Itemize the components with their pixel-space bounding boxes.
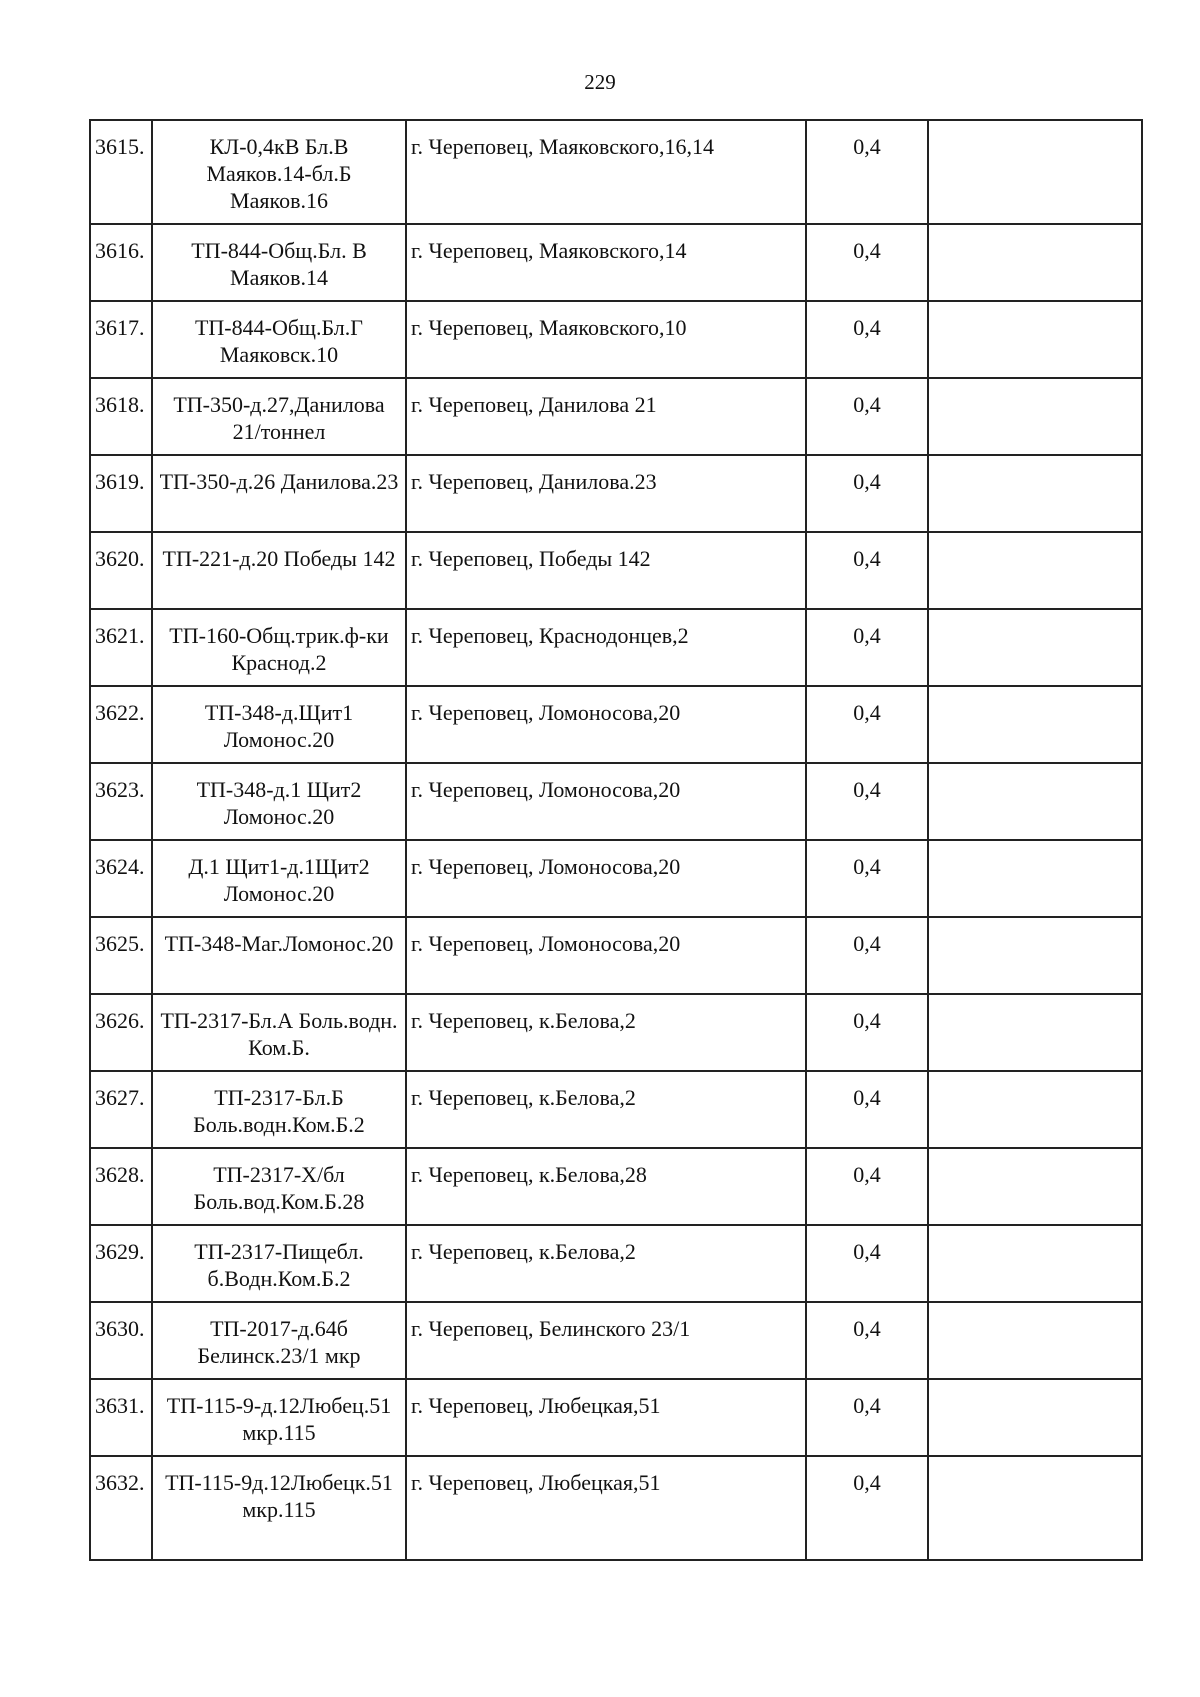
voltage-value: 0,4 <box>806 1456 928 1560</box>
object-name: ТП-844-Общ.Бл. В Маяков.14 <box>152 224 406 301</box>
voltage-value: 0,4 <box>806 1379 928 1456</box>
object-address: г. Череповец, Данилова 21 <box>406 378 806 455</box>
object-address: г. Череповец, к.Белова,2 <box>406 994 806 1071</box>
row-number: 3621. <box>90 609 152 686</box>
row-number: 3620. <box>90 532 152 609</box>
row-number: 3630. <box>90 1302 152 1379</box>
table-row <box>90 532 1142 609</box>
voltage-value: 0,4 <box>806 224 928 301</box>
voltage-value: 0,4 <box>806 1071 928 1148</box>
empty-cell <box>928 301 1142 378</box>
object-address: г. Череповец, Любецкая,51 <box>406 1379 806 1456</box>
object-name: ТП-2317-Пищебл. б.Водн.Ком.Б.2 <box>152 1225 406 1302</box>
empty-cell <box>928 609 1142 686</box>
table-row <box>90 1071 1142 1148</box>
object-address: г. Череповец, Маяковского,14 <box>406 224 806 301</box>
object-address: г. Череповец, Краснодонцев,2 <box>406 609 806 686</box>
object-address: г. Череповец, Ломоносова,20 <box>406 763 806 840</box>
empty-cell <box>928 378 1142 455</box>
object-name: ТП-2317-Х/бл Боль.вод.Ком.Б.28 <box>152 1148 406 1225</box>
row-number: 3625. <box>90 917 152 994</box>
object-name: КЛ-0,4кВ Бл.В Маяков.14-бл.Б Маяков.16 <box>152 120 406 224</box>
row-number: 3618. <box>90 378 152 455</box>
table-row <box>90 609 1142 686</box>
object-name: ТП-348-д.Щит1 Ломонос.20 <box>152 686 406 763</box>
object-address: г. Череповец, Ломоносова,20 <box>406 917 806 994</box>
object-name: ТП-115-9д.12Любецк.51 мкр.115 <box>152 1456 406 1560</box>
object-name: ТП-115-9-д.12Любец.51 мкр.115 <box>152 1379 406 1456</box>
table-row <box>90 686 1142 763</box>
row-number: 3632. <box>90 1456 152 1560</box>
empty-cell <box>928 120 1142 224</box>
registry-table <box>89 119 1143 1561</box>
empty-cell <box>928 1456 1142 1560</box>
empty-cell <box>928 686 1142 763</box>
table-row <box>90 120 1142 224</box>
object-name: ТП-348-Маг.Ломонос.20 <box>152 917 406 994</box>
table-row <box>90 1379 1142 1456</box>
voltage-value: 0,4 <box>806 1148 928 1225</box>
voltage-value: 0,4 <box>806 455 928 532</box>
empty-cell <box>928 1225 1142 1302</box>
table-row <box>90 1302 1142 1379</box>
row-number: 3615. <box>90 120 152 224</box>
object-name: ТП-350-д.27,Данилова 21/тоннел <box>152 378 406 455</box>
empty-cell <box>928 1071 1142 1148</box>
object-name: ТП-221-д.20 Победы 142 <box>152 532 406 609</box>
voltage-value: 0,4 <box>806 763 928 840</box>
voltage-value: 0,4 <box>806 532 928 609</box>
row-number: 3623. <box>90 763 152 840</box>
object-name: ТП-2017-д.64б Белинск.23/1 мкр <box>152 1302 406 1379</box>
row-number: 3629. <box>90 1225 152 1302</box>
empty-cell <box>928 1302 1142 1379</box>
row-number: 3619. <box>90 455 152 532</box>
table-row <box>90 301 1142 378</box>
empty-cell <box>928 1379 1142 1456</box>
empty-cell <box>928 455 1142 532</box>
object-address: г. Череповец, Маяковского,10 <box>406 301 806 378</box>
row-number: 3617. <box>90 301 152 378</box>
row-number: 3631. <box>90 1379 152 1456</box>
empty-cell <box>928 224 1142 301</box>
voltage-value: 0,4 <box>806 1302 928 1379</box>
empty-cell <box>928 840 1142 917</box>
table-row <box>90 763 1142 840</box>
object-name: ТП-2317-Бл.Б Боль.водн.Ком.Б.2 <box>152 1071 406 1148</box>
row-number: 3626. <box>90 994 152 1071</box>
voltage-value: 0,4 <box>806 120 928 224</box>
object-address: г. Череповец, Ломоносова,20 <box>406 686 806 763</box>
voltage-value: 0,4 <box>806 840 928 917</box>
voltage-value: 0,4 <box>806 917 928 994</box>
empty-cell <box>928 763 1142 840</box>
voltage-value: 0,4 <box>806 1225 928 1302</box>
object-name: Д.1 Щит1-д.1Щит2 Ломонос.20 <box>152 840 406 917</box>
empty-cell <box>928 532 1142 609</box>
empty-cell <box>928 917 1142 994</box>
object-address: г. Череповец, Любецкая,51 <box>406 1456 806 1560</box>
table-row <box>90 455 1142 532</box>
object-name: ТП-2317-Бл.А Боль.водн. Ком.Б. <box>152 994 406 1071</box>
voltage-value: 0,4 <box>806 994 928 1071</box>
table-row <box>90 994 1142 1071</box>
object-name: ТП-160-Общ.трик.ф-ки Краснод.2 <box>152 609 406 686</box>
empty-cell <box>928 1148 1142 1225</box>
row-number: 3616. <box>90 224 152 301</box>
empty-cell <box>928 994 1142 1071</box>
table-row <box>90 224 1142 301</box>
voltage-value: 0,4 <box>806 301 928 378</box>
table-row <box>90 917 1142 994</box>
row-number: 3628. <box>90 1148 152 1225</box>
object-address: г. Череповец, к.Белова,2 <box>406 1225 806 1302</box>
table-row <box>90 1456 1142 1560</box>
table-row <box>90 1148 1142 1225</box>
row-number: 3627. <box>90 1071 152 1148</box>
voltage-value: 0,4 <box>806 609 928 686</box>
voltage-value: 0,4 <box>806 686 928 763</box>
object-address: г. Череповец, Ломоносова,20 <box>406 840 806 917</box>
object-address: г. Череповец, Данилова.23 <box>406 455 806 532</box>
object-address: г. Череповец, Белинского 23/1 <box>406 1302 806 1379</box>
page-number: 229 <box>584 70 616 94</box>
object-address: г. Череповец, к.Белова,28 <box>406 1148 806 1225</box>
table-row <box>90 1225 1142 1302</box>
object-address: г. Череповец, Маяковского,16,14 <box>406 120 806 224</box>
object-name: ТП-844-Общ.Бл.Г Маяковск.10 <box>152 301 406 378</box>
row-number: 3622. <box>90 686 152 763</box>
table-row <box>90 378 1142 455</box>
object-name: ТП-350-д.26 Данилова.23 <box>152 455 406 532</box>
voltage-value: 0,4 <box>806 378 928 455</box>
row-number: 3624. <box>90 840 152 917</box>
object-address: г. Череповец, к.Белова,2 <box>406 1071 806 1148</box>
object-address: г. Череповец, Победы 142 <box>406 532 806 609</box>
object-name: ТП-348-д.1 Щит2 Ломонос.20 <box>152 763 406 840</box>
table-row <box>90 840 1142 917</box>
